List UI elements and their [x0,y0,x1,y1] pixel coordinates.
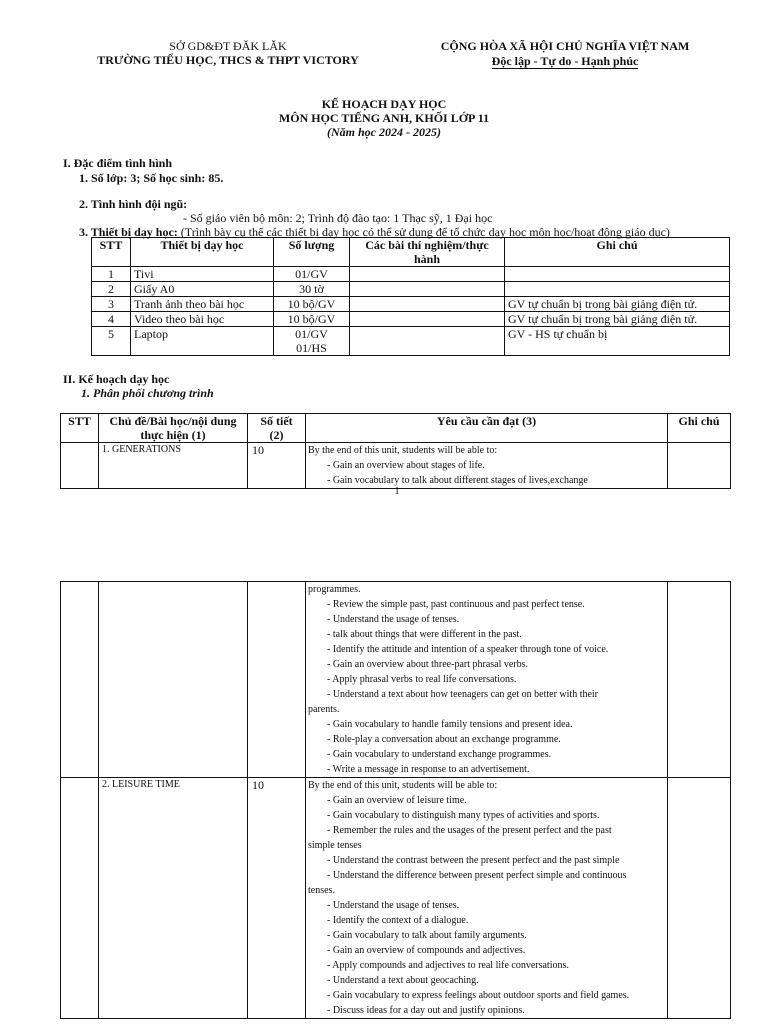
cell-stt: 1 [92,267,131,282]
requirement-line: - talk about things that were different in the past. [327,629,522,640]
cell-periods: 10 [248,778,306,1019]
equipment-label: 3. Thiết bị dạy học: [79,225,178,239]
requirement-line: - Understand a text about geocaching. [327,975,479,986]
cell-topic [99,582,248,778]
requirement-line: - Review the simple past, past continuous and past perfect tense. [327,599,585,610]
cell-periods [248,582,306,778]
col-stt: STT [92,238,131,267]
table-row [61,778,731,1019]
staff-detail: - Số giáo viên bộ môn: 2; Trình độ đào tạo: 1 Thạc sỹ, 1 Đại học [183,211,493,225]
requirement-line: simple tenses [308,840,362,851]
title-line1: KẾ HOẠCH DẠY HỌC [321,97,447,111]
cell-topic: 2. LEISURE TIME [99,778,248,1019]
cell-labs [350,312,505,327]
cell-stt [61,443,99,489]
cell-periods: 10 [248,443,306,489]
col-equipment: Thiết bị dạy học [131,238,274,267]
cell-note [505,267,730,282]
table-row [61,582,731,778]
cell-quantity: 10 bộ/GV [274,312,350,327]
school-year: (Năm học 2024 - 2025) [327,125,441,139]
requirement-line: - Remember the rules and the usages of the present perfect and the past [327,825,612,836]
requirement-line: By the end of this unit, students will be able to: [308,445,498,456]
requirement-line: - Gain an overview about three-part phrasal verbs. [327,659,529,670]
cell-equipment: Giấy A0 [131,282,274,297]
table-row [92,267,730,282]
col-periods-line2: (2) [269,428,284,442]
cell-quantity: 30 tờ [274,282,350,297]
requirement-line: - Understand the usage of tenses. [327,614,460,625]
col-topic-line1: Chủ đề/Bài học/nội dung [109,414,237,428]
col-topic [99,414,248,443]
table-row [92,327,730,356]
country-name: CỘNG HÒA XÃ HỘI CHỦ NGHĨA VIỆT NAM [440,39,690,53]
cell-labs [350,267,505,282]
equipment-header-row [92,238,730,267]
requirement-line: parents. [308,704,340,715]
col-note: Ghi chú [668,414,731,443]
requirement-line: By the end of this unit, students will be able to: [308,780,498,791]
col-quantity: Số lượng [274,238,350,267]
requirement-line: - Gain vocabulary to express feelings about outdoor sports and field games. [327,990,630,1001]
requirement-line: - Understand the usage of tenses. [327,900,460,911]
table-row [92,282,730,297]
cell-stt: 4 [92,312,131,327]
cell-stt: 2 [92,282,131,297]
national-motto: Độc lập - Tự do - Hạnh phúc [491,54,639,68]
school-name: TRƯỜNG TIỂU HỌC, THCS & THPT VICTORY [97,53,359,67]
col-requirements: Yêu cầu cần đạt (3) [306,414,668,443]
requirement-line: - Gain an overview of leisure time. [327,795,467,806]
quantity-line1: 01/GV [295,327,328,341]
cell-equipment: Tranh ảnh theo bài học [131,297,274,312]
col-periods [248,414,306,443]
requirement-line: - Identify the context of a dialogue. [327,915,469,926]
requirement-line: - Role-play a conversation about an exchange programme. [327,734,561,745]
school-header [70,39,386,67]
page-number: 1 [394,486,400,497]
requirement-line: - Understand the contrast between the present perfect and the past simple [327,855,620,866]
staff-heading: 2. Tình hình đội ngũ: [79,197,188,211]
col-labs: Các bài thí nghiệm/thực hành [350,238,505,267]
national-header [420,39,710,69]
cell-note [668,582,731,778]
requirement-line: - Write a message in response to an advertisement. [327,764,530,775]
cell-quantity [274,327,350,356]
cell-labs [350,297,505,312]
quantity-line2: 01/HS [296,341,327,355]
requirement-line: - Gain vocabulary to talk about family arguments. [327,930,527,941]
section2-sub1 [81,386,214,400]
document-title [0,97,768,139]
cell-labs [350,282,505,297]
class-count: 1. Số lớp: 3; Số học sinh: 85. [79,171,224,185]
requirement-line: - Gain vocabulary to talk about different stages of lives,exchange [327,475,588,486]
cell-stt [61,582,99,778]
requirement-line: - Gain vocabulary to distinguish many types of activities and sports. [327,810,600,821]
cell-equipment: Laptop [131,327,274,356]
cell-note [668,443,731,489]
cell-quantity: 10 bộ/GV [274,297,350,312]
section1-heading: I. Đặc điểm tình hình [63,156,173,170]
table-row [92,312,730,327]
cell-stt: 5 [92,327,131,356]
cell-requirements [306,778,668,1019]
section2-heading: II. Kế hoạch dạy học [63,372,170,386]
cell-stt: 3 [92,297,131,312]
cell-stt [61,778,99,1019]
requirement-line: - Gain an overview about stages of life. [327,460,485,471]
requirement-line: - Apply phrasal verbs to real life conversations. [327,674,517,685]
cell-labs [350,327,505,356]
col-stt: STT [61,414,99,443]
program-distribution-heading: 1. Phân phối chương trình [81,386,214,400]
requirement-line: - Gain an overview of compounds and adjectives. [327,945,526,956]
cell-requirements [306,443,668,489]
col-topic-line2: thực hiện (1) [140,428,206,442]
cell-equipment: Video theo bài học [131,312,274,327]
requirement-line: programmes. [308,584,361,595]
col-note: Ghi chú [505,238,730,267]
cell-requirements [306,582,668,778]
cell-note: GV - HS tự chuẩn bị [505,327,730,356]
cell-quantity: 01/GV [274,267,350,282]
col-periods-line1: Số tiết [260,414,293,428]
requirement-line: - Discuss ideas for a day out and justify opinions. [327,1005,525,1016]
curriculum-header-row [61,414,731,443]
requirement-line: - Understand the difference between present perfect simple and continuous [327,870,627,881]
title-line2: MÔN HỌC TIẾNG ANH, KHỐI LỚP 11 [278,111,490,125]
cell-note [505,282,730,297]
cell-equipment: Tivi [131,267,274,282]
curriculum-table-page1 [60,413,731,489]
table-row [61,443,731,489]
cell-note [668,778,731,1019]
requirement-line: - Gain vocabulary to understand exchange programmes. [327,749,552,760]
department-name: SỞ GD&ĐT ĐĂK LĂK [169,39,287,53]
cell-note: GV tự chuẩn bị trong bài giảng điện tử. [505,312,730,327]
requirement-line: - Understand a text about how teenagers can get on better with their [327,689,599,700]
curriculum-table-page2 [60,581,731,1019]
equipment-description: (Trình bày cụ thể các thiết bị dạy học có thể sử dụng để tổ chức dạy học môn học/hoạt động giáo dục) [177,225,670,239]
requirement-line: - Identify the attitude and intention of a speaker through tone of voice. [327,644,609,655]
table-row [92,297,730,312]
requirement-line: - Apply compounds and adjectives to real life conversations. [327,960,569,971]
cell-topic: 1. GENERATIONS [99,443,248,489]
cell-note: GV tự chuẩn bị trong bài giảng điện tử. [505,297,730,312]
equipment-table [91,237,730,356]
requirement-line: tenses. [308,885,335,896]
requirement-line: - Gain vocabulary to handle family tensions and present idea. [327,719,573,730]
